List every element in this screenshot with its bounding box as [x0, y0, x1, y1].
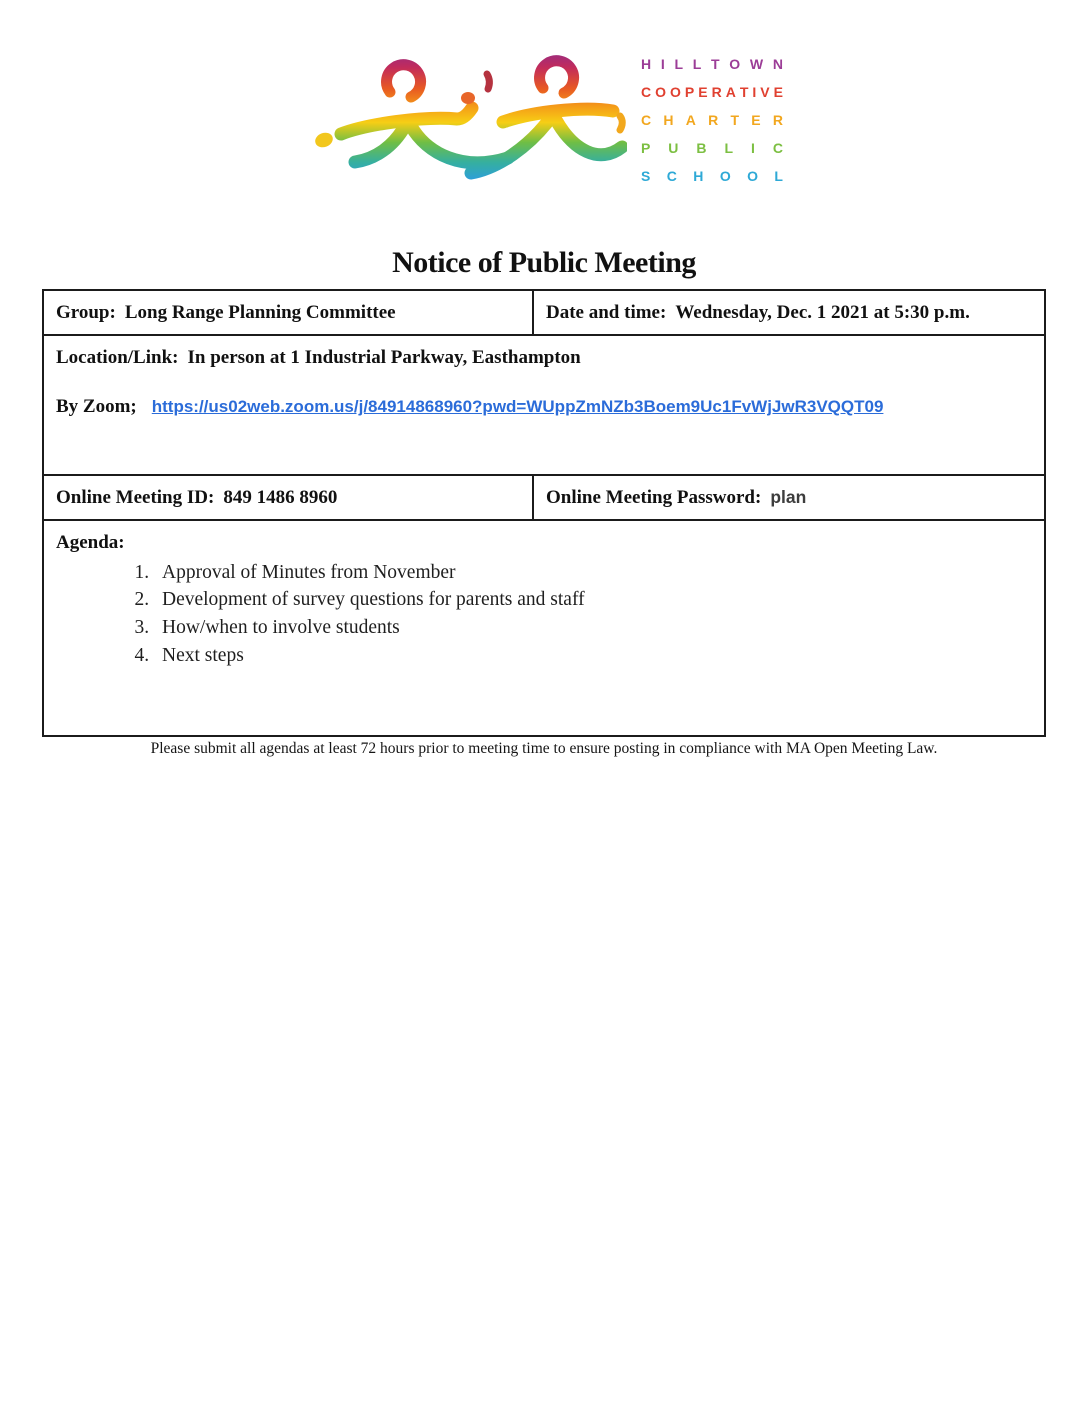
agenda-list: [56, 561, 1032, 668]
school-name-word: P U B L I C: [641, 140, 783, 156]
page-title: Notice of Public Meeting: [392, 246, 696, 279]
meeting-id-value: 849 1486 8960: [223, 486, 338, 508]
school-name-word: C O O P E R A T I V E: [641, 84, 783, 100]
school-name-word: C H A R T E R: [641, 112, 783, 128]
zoom-meeting-link[interactable]: https://us02web.zoom.us/j/84914868960?pwd=WUppZmNZb3Boem9Uc1FvWjJwR3VQQT09: [151, 396, 884, 416]
agenda-cell: [44, 521, 1044, 735]
group-label: Group:: [56, 302, 116, 323]
agenda-item: 3. How/when to involve students: [154, 616, 1032, 640]
meeting-notice-table: [42, 289, 1046, 737]
zoom-label: By Zoom;: [56, 395, 137, 417]
password-cell: [532, 476, 1044, 519]
agenda-label: Agenda:: [56, 531, 125, 553]
table-row-agenda: [44, 521, 1044, 735]
table-row-id-password: [44, 476, 1044, 521]
table-row-group-date: [44, 291, 1044, 336]
date-time-label: Date and time:: [546, 302, 667, 323]
password-value: plan: [770, 486, 807, 507]
location-value: In person at 1 Industrial Parkway, Easthampton: [187, 346, 581, 368]
school-name-word: S C H O O L: [641, 168, 783, 184]
school-logo: [0, 0, 1088, 192]
group-cell: [44, 291, 532, 334]
compliance-note: Please submit all agendas at least 72 hours prior to meeting time to ensure posting in compliance with MA Open Meeting Law.: [150, 739, 938, 757]
date-time-cell: [532, 291, 1044, 334]
meeting-id-label: Online Meeting ID:: [56, 486, 215, 508]
agenda-item: 2. Development of survey questions for parents and staff: [154, 588, 1032, 612]
school-name: [641, 46, 783, 192]
agenda-item: 1. Approval of Minutes from November: [154, 561, 1032, 585]
table-row-location: [44, 336, 1044, 476]
date-time-value: Wednesday, Dec. 1 2021 at 5:30 p.m.: [675, 302, 970, 323]
location-label: Location/Link:: [56, 346, 179, 368]
meeting-id-cell: [44, 476, 532, 519]
group-value: Long Range Planning Committee: [124, 302, 396, 323]
zoom-line: [56, 396, 1032, 418]
password-label: Online Meeting Password:: [546, 486, 762, 508]
dancing-figures-icon: [305, 46, 627, 180]
location-line: [56, 347, 1032, 369]
agenda-item: 4. Next steps: [154, 644, 1032, 668]
location-cell: [44, 336, 1044, 474]
school-name-word: H I L L T O W N: [641, 56, 783, 72]
